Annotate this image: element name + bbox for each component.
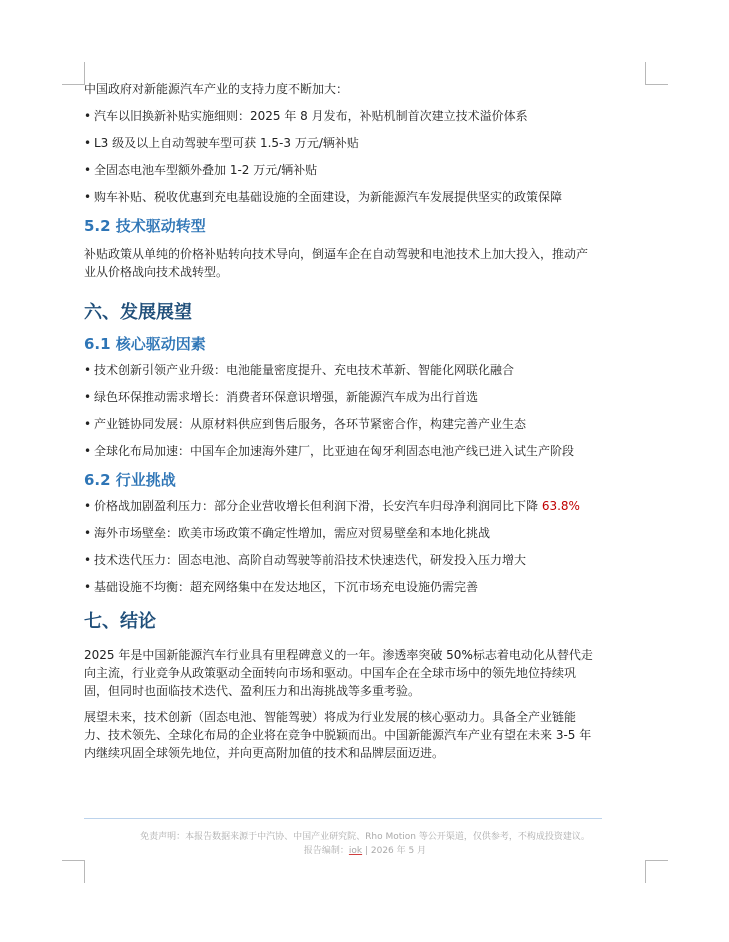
bullet-icon: • [84,526,92,540]
page-footer [84,830,646,858]
author-line: 报告编制：iok | 2026 年 5 月 [303,846,427,856]
page-corner-mark-top-left [62,62,85,85]
bullet-icon: • [84,553,92,567]
bullet-icon: • [84,580,92,594]
drivers-bullet-list [84,361,646,460]
page-corner-mark-bottom-left [62,860,85,883]
tech-transformation-paragraph: 补贴政策从单纯的价格补贴转向技术导向，倒逼车企在自动驾驶和电池技术上加大投入，推动产 业从价格战向技术战转型。 [84,247,589,279]
bullet-icon: • [84,109,92,123]
page-corner-mark-top-right [645,62,668,85]
heading-section-7: 七、结论 [84,611,156,632]
list-item: • 技术迭代压力：固态电池、高阶自动驾驶等前沿技术快速迭代，研发投入压力增大 [84,553,527,567]
disclaimer-text: 免责声明：本报告数据来源于中汽协、中国产业研究院、Rho Motion 等公开渠道，仅供参考，不构成投资建议。 [140,832,590,842]
list-item: • L3 级及以上自动驾驶车型可获 1.5-3 万元/辆补贴 [84,136,359,150]
author-name: iok [348,846,363,856]
heading-section-6: 六、发展展望 [84,302,192,323]
list-item: • 海外市场壁垒：欧美市场政策不确定性增加，需应对贸易壁垒和本地化挑战 [84,526,491,540]
bullet-icon: • [84,136,92,150]
bullet-icon: • [84,190,92,204]
heading-5-2: 5.2 技术驱动转型 [84,217,206,235]
list-item: • 价格战加剧盈利压力：部分企业营收增长但利润下滑，长安汽车归母净利润同比下降 63.8% [84,499,580,513]
profit-decline-highlight: 63.8% [541,499,580,513]
policy-bullet-list [84,107,646,206]
heading-6-1: 6.1 核心驱动因素 [84,335,206,353]
bullet-icon: • [84,499,92,513]
list-item: • 全固态电池车型额外叠加 1-2 万元/辆补贴 [84,163,318,177]
conclusion-paragraph-1: 2025 年是中国新能源汽车行业具有里程碑意义的一年。渗透率突破 50%标志着电动化从替代走 向主流，行业竞争从政策驱动全面转向市场和驱动。中国车企在全球市场中的领先地位持续巩 固，但同时也面临技术迭代、盈利压力和出海挑战等多重考验。 [84,648,593,698]
list-item: • 购车补贴、税收优惠到充电基础设施的全面建设，为新能源汽车发展提供坚实的政策保障 [84,190,563,204]
list-item: • 基础设施不均衡：超充网络集中在发达地区，下沉市场充电设施仍需完善 [84,580,479,594]
heading-6-2: 6.2 行业挑战 [84,471,176,489]
list-item: • 汽车以旧换新补贴实施细则：2025 年 8 月发布，补贴机制首次建立技术溢价体系 [84,109,528,123]
page-corner-mark-bottom-right [645,860,668,883]
bullet-icon: • [84,417,92,431]
bullet-icon: • [84,444,92,458]
policy-intro: 中国政府对新能源汽车产业的支持力度不断加大： [84,82,349,96]
document-body [84,80,646,762]
list-item: • 技术创新引领产业升级：电池能量密度提升、充电技术革新、智能化网联化融合 [84,363,515,377]
bullet-icon: • [84,363,92,377]
challenges-bullet-list [84,497,646,596]
conclusion-paragraph-2: 展望未来，技术创新（固态电池、智能驾驶）将成为行业发展的核心驱动力。具备全产业链能 力、技术领先、全球化布局的企业将在竞争中脱颖而出。中国新能源汽车产业有望在未来 3-5 年 内继续巩固全球领先地位，并向更高附加值的技术和品牌层面迈进。 [84,710,592,760]
list-item: • 全球化布局加速：中国车企加速海外建厂，比亚迪在匈牙利固态电池产线已进入试生产阶段 [84,444,575,458]
footer-divider [84,818,602,819]
bullet-icon: • [84,390,92,404]
list-item: • 绿色环保推动需求增长：消费者环保意识增强，新能源汽车成为出行首选 [84,390,479,404]
list-item: • 产业链协同发展：从原材料供应到售后服务，各环节紧密合作，构建完善产业生态 [84,417,527,431]
bullet-icon: • [84,163,92,177]
